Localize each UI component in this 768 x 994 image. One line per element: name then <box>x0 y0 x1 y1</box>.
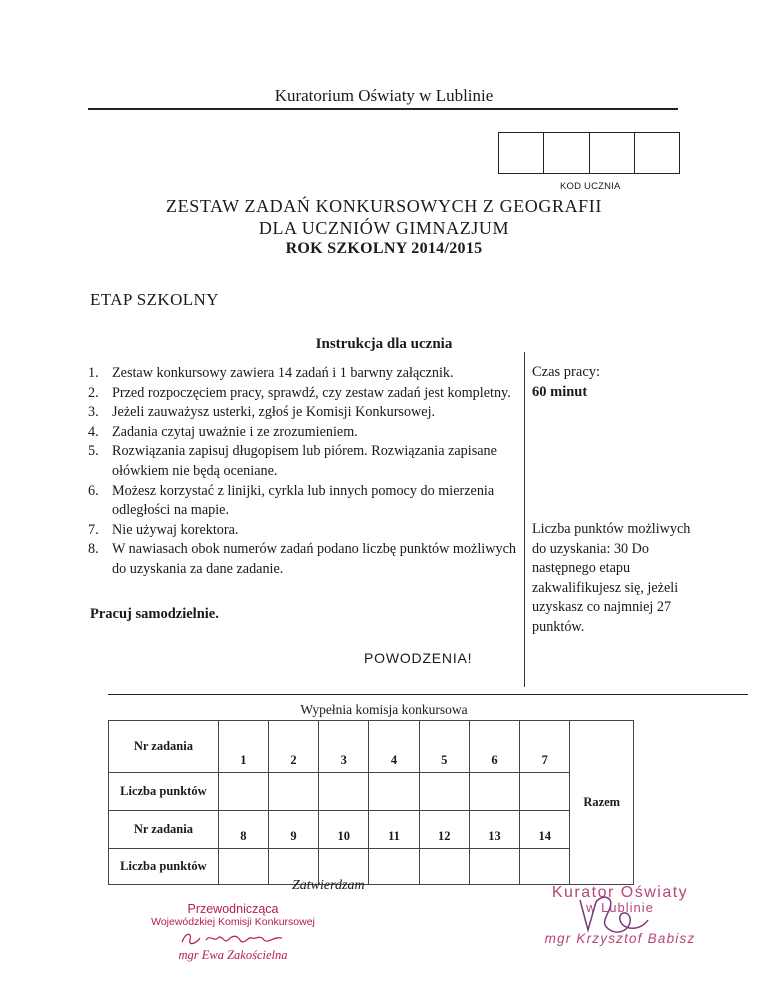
curator-city: w Lublinie <box>586 900 654 915</box>
instruction-item: 1. Zestaw konkursowy zawiera 14 zadań i 1 barwny załącznik. <box>88 365 454 381</box>
task-number-cell: 8 <box>218 811 268 849</box>
student-code-cell-3[interactable] <box>590 133 635 173</box>
points-cell[interactable] <box>520 849 570 885</box>
student-code-label: KOD UCZNIA <box>560 181 621 192</box>
task-number-cell: 10 <box>319 811 369 849</box>
task-number-cell: 7 <box>520 721 570 773</box>
chairperson-title: Przewodnicząca <box>187 902 279 916</box>
curator-name: mgr Krzysztof Babisz <box>544 931 696 946</box>
points-cell[interactable] <box>469 773 519 811</box>
column-divider <box>524 352 525 687</box>
instruction-item: 6. Możesz korzystać z linijki, cyrkla lub innych pomocy do mierzenia odległości na mapie. <box>88 482 495 519</box>
stage-label: ETAP SZKOLNY <box>90 290 219 309</box>
time-label: Czas pracy: <box>532 364 601 380</box>
committee-caption: Wypełnia komisja konkursowa <box>300 702 468 717</box>
task-number-cell: 1 <box>218 721 268 773</box>
institution-header: Kuratorium Oświaty w Lublinie <box>274 86 494 105</box>
task-number-cell: 14 <box>520 811 570 849</box>
curator-signature-icon <box>570 890 670 940</box>
points-cell[interactable] <box>520 773 570 811</box>
task-number-cell: 11 <box>369 811 419 849</box>
time-value: 60 minut <box>532 384 588 400</box>
header-divider <box>88 108 678 110</box>
points-cell[interactable] <box>319 773 369 811</box>
student-code-box[interactable] <box>498 132 680 174</box>
total-cell[interactable]: Razem <box>570 721 634 885</box>
curator-stamp <box>530 884 710 946</box>
task-number-cell: 12 <box>419 811 469 849</box>
instruction-item: 5. Rozwiązania zapisuj długopisem lub piórem. Rozwiązania zapisane ołówkiem nie będą oceniane. <box>88 443 497 479</box>
title-line-2: DLA UCZNIÓW GIMNAZJUM <box>258 218 510 238</box>
work-alone-note: Pracuj samodzielnie. <box>90 606 219 622</box>
section-divider <box>108 694 748 695</box>
instruction-item: 4. Zadania czytaj uważnie i ze zrozumieniem. <box>88 423 358 440</box>
row-label-task-1: Nr zadania <box>109 721 219 773</box>
instruction-item: 7. Nie używaj korektora. <box>88 521 239 538</box>
instruction-item: 3. Jeżeli zauważysz usterki, zgłoś je Komisji Konkursowej. <box>88 404 436 421</box>
points-info: Liczba punktów możliwych do uzyskania: 30 Do następnego etapu zakwalifikujesz się, jeżeli uzyskasz co najmniej 27 punktów. <box>532 521 691 635</box>
task-number-cell: 6 <box>469 721 519 773</box>
good-luck-note: POWODZENIA! <box>364 650 473 666</box>
title-line-1: ZESTAW ZADAŃ KONKURSOWYCH Z GEOGRAFII <box>166 196 602 216</box>
task-number-cell: 3 <box>319 721 369 773</box>
task-number-cell: 5 <box>419 721 469 773</box>
instructions-heading: Instrukcja dla ucznia <box>315 336 453 352</box>
instruction-item: 8. W nawiasach obok numerów zadań podano liczbę punktów możliwych do uzyskania za dane zadanie. <box>88 541 516 577</box>
row-label-task-2: Nr zadania <box>109 811 219 849</box>
task-number-cell: 9 <box>268 811 318 849</box>
points-cell[interactable] <box>419 773 469 811</box>
task-number-cell: 2 <box>268 721 318 773</box>
chairperson-stamp <box>148 902 318 963</box>
row-label-points-1: Liczba punktów <box>109 773 219 811</box>
points-cell[interactable] <box>369 849 419 885</box>
student-code-cell-1[interactable] <box>499 133 544 173</box>
points-cell[interactable] <box>469 849 519 885</box>
score-table <box>108 720 634 885</box>
task-number-cell: 4 <box>369 721 419 773</box>
student-code-cell-4[interactable] <box>635 133 679 173</box>
points-cell[interactable] <box>419 849 469 885</box>
curator-title: Kurator Oświaty <box>551 884 689 901</box>
approval-label: Zatwierdzam <box>292 878 365 893</box>
task-number-cell: 13 <box>469 811 519 849</box>
instruction-item: 2. Przed rozpoczęciem pracy, sprawdź, czy zestaw zadań jest kompletny. <box>88 384 511 401</box>
points-cell[interactable] <box>369 773 419 811</box>
chairperson-committee: Wojewódzkiej Komisji Konkursowej <box>151 916 315 928</box>
chairperson-signature-icon <box>178 930 288 948</box>
instructions-list <box>88 364 520 580</box>
student-code-cell-2[interactable] <box>544 133 589 173</box>
chairperson-name: mgr Ewa Zakościelna <box>178 948 288 962</box>
title-line-3: ROK SZKOLNY 2014/2015 <box>285 240 483 257</box>
points-cell[interactable] <box>268 773 318 811</box>
points-cell[interactable] <box>218 849 268 885</box>
points-cell[interactable] <box>218 773 268 811</box>
row-label-points-2: Liczba punktów <box>109 849 219 885</box>
